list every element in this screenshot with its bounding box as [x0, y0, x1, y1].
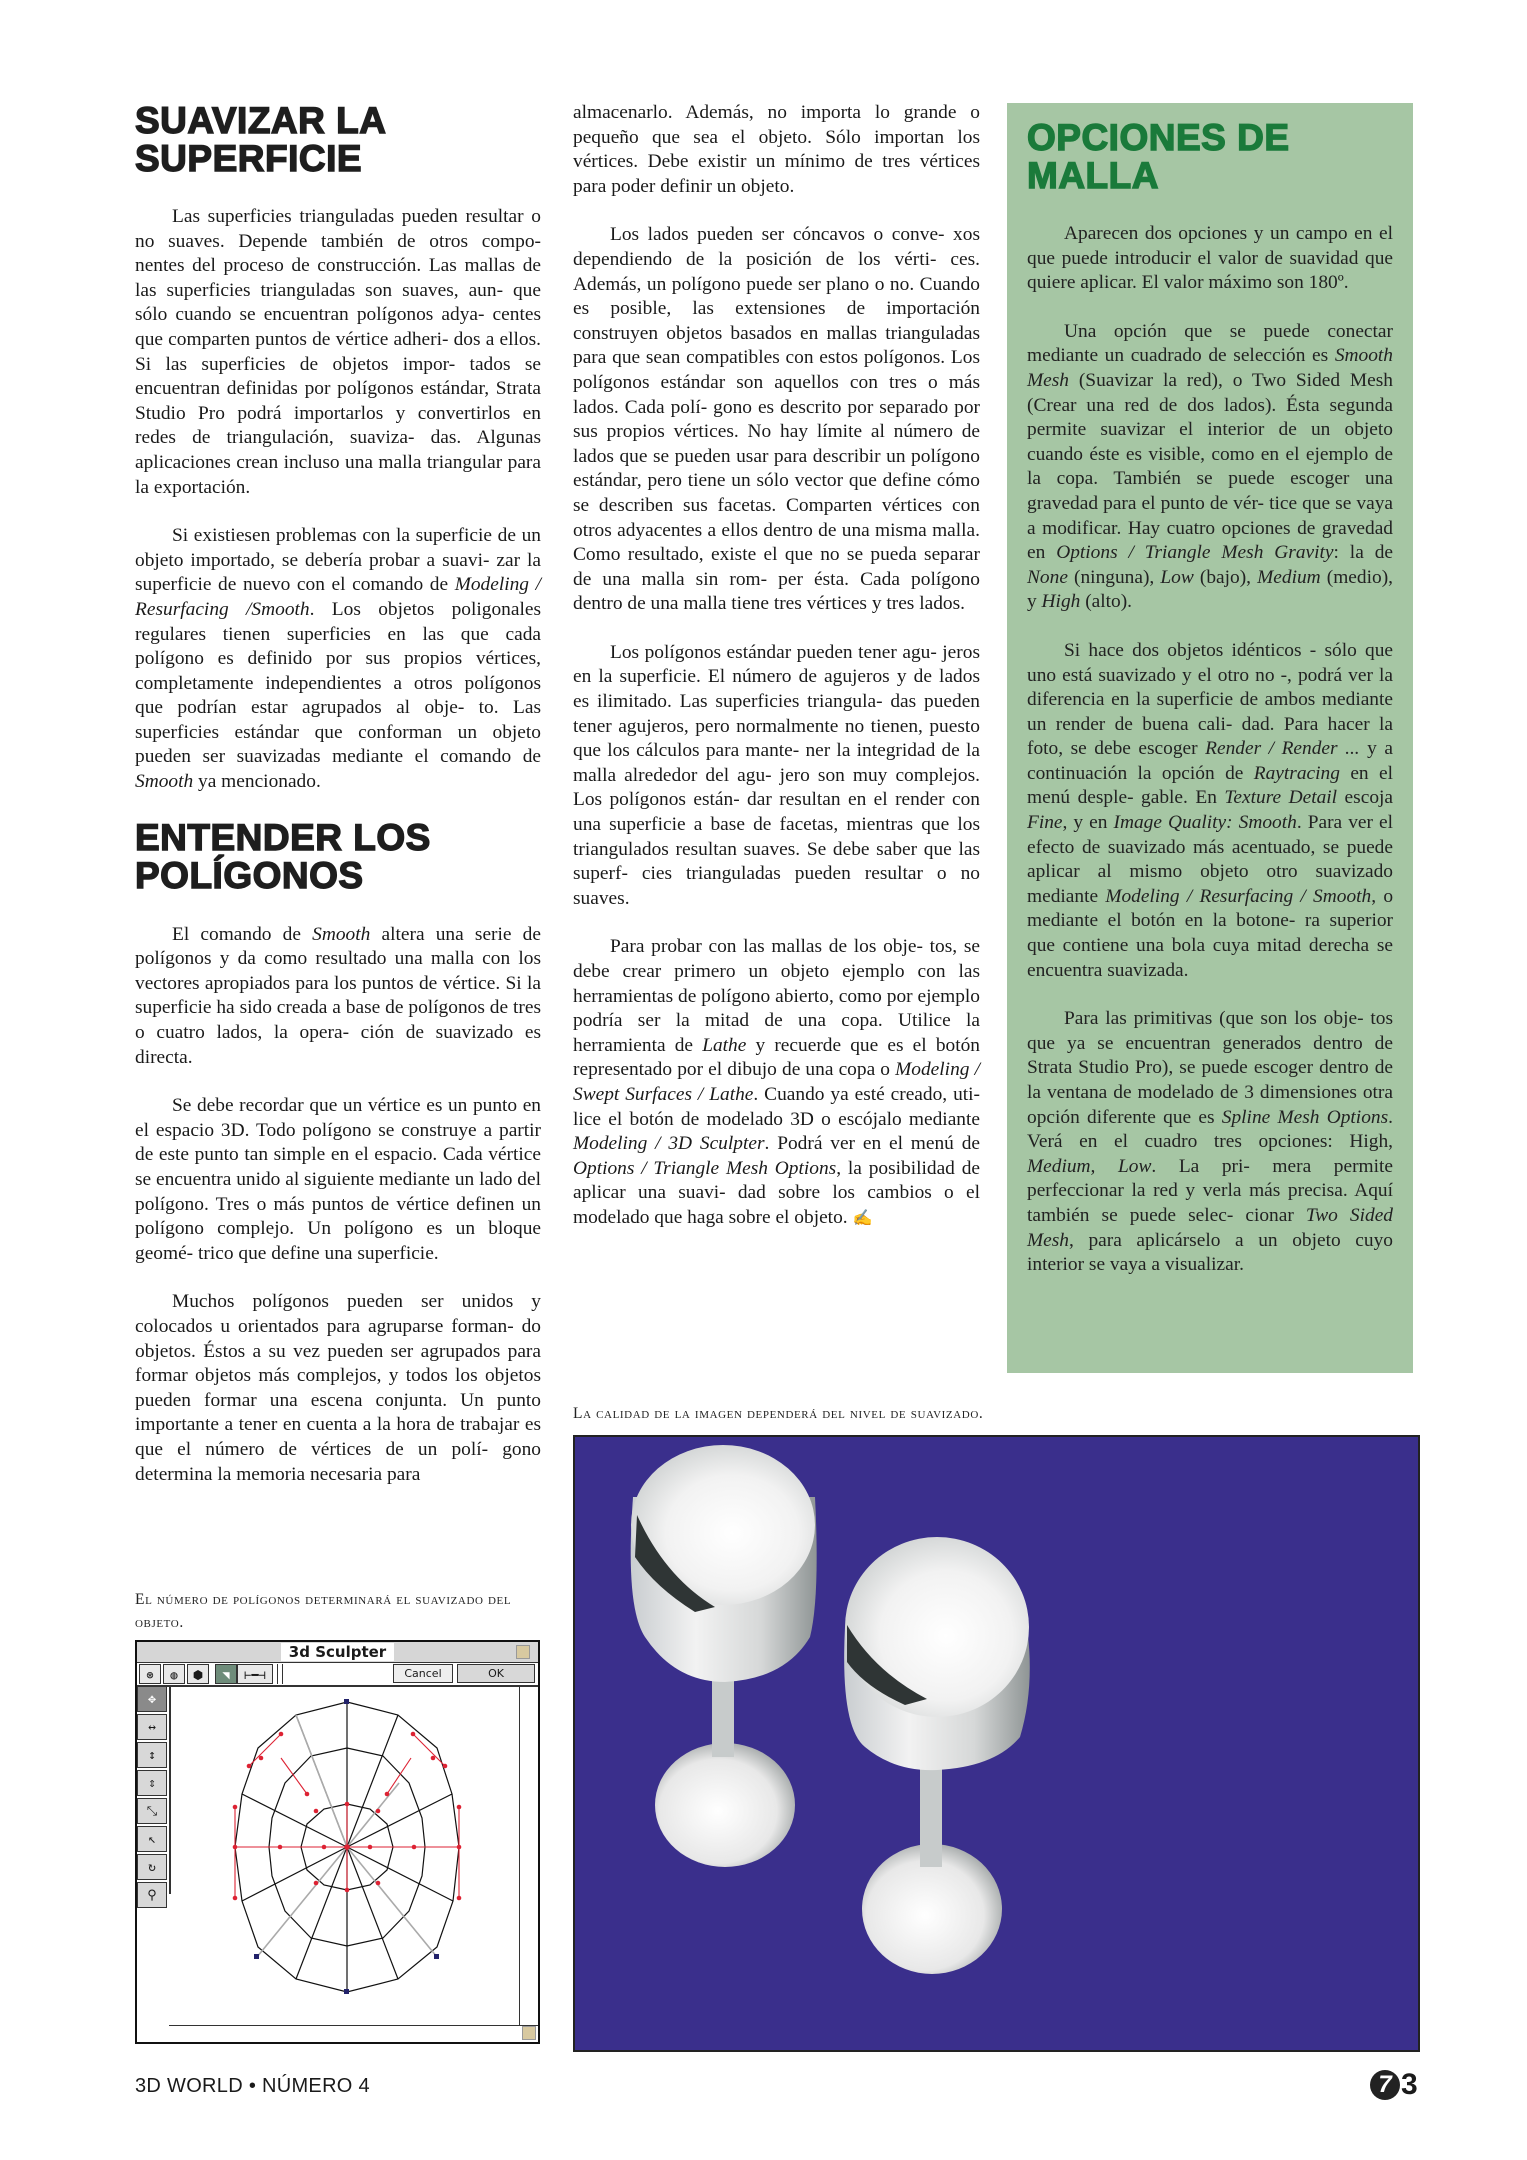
- heading-line: SUPERFICIE: [135, 138, 363, 179]
- page-number-digit: 3: [1401, 2068, 1418, 2101]
- paragraph-text: Muchos polígonos pueden ser unidos y colocados u orientados para agruparse forman- do objetos. Éstos a su vez pueden ser agrupados para formar objetos más complejos, y todos los objetos pueden formar una escena conjunta. Un punto importante a tener en cuenta a la hora de trabajar es que el número de vértices de un polí- gono determina la memoria necesaria para: [135, 1291, 541, 1485]
- option-name: Medium, Low: [1027, 1155, 1152, 1177]
- paragraph: [1027, 320, 1393, 615]
- vertical-compress-icon[interactable]: ⇕: [137, 1770, 167, 1796]
- menu-path: Modeling / Resurfacing /Smooth: [135, 574, 541, 620]
- option-name: Raytracing: [1253, 762, 1340, 784]
- text: escoja: [1337, 787, 1394, 809]
- wine-glasses-illustration: [575, 1437, 1420, 2052]
- option-name: Spline Mesh Options: [1221, 1106, 1389, 1128]
- paragraph: [135, 1290, 541, 1487]
- middle-column: [573, 101, 980, 1232]
- menu-path: Modeling / Swept Surfaces / Lathe: [573, 1059, 980, 1105]
- text: y a continuación la opción de: [1027, 738, 1394, 784]
- text: . Los objetos poligonales regulares tienen superficies en las que cada polígono es definido por sus propios vértices, completamente independientes a otros polígonos que podrían estar agrupados al obje- to. Las superficies estándar que conforman un objeto pueden ser suavizadas mediante el comando de: [135, 598, 541, 768]
- text: : la de: [1333, 542, 1393, 564]
- paragraph-text: Los polígonos estándar pueden tener agu- jeros en la superficie. El número de agujeros y de lados es ilimitado. Las superficies triangula- das pueden tener agujeros, pero normalmente no tienen, puesto que los cálculos para mante- ner la integridad de la malla alrededor del agu- jero son muy complejos. Los polígonos están- dar resultan en el render con una superficie a base de facetas, mientras que los triangulados resultan suaves. Se debe saber que las superf- cies trianguladas pueden resultar o no suaves.: [573, 641, 980, 909]
- text: (bajo),: [1193, 566, 1258, 588]
- smoothed-glass: [844, 1537, 1030, 1974]
- heading-line: SUAVIZAR LA: [135, 100, 387, 141]
- heading-entender-poligonos: [135, 816, 541, 896]
- option-name: Medium: [1257, 566, 1321, 588]
- option-name: High: [1041, 591, 1081, 613]
- paragraph: [135, 205, 541, 500]
- zoom-box-icon[interactable]: [516, 1645, 530, 1659]
- sculpter-left-tools: [137, 1686, 171, 1903]
- text: Si hace dos objetos idénticos - sólo que uno está suavizado y el otro no -, podrá ver la diferencia en la superficie de ambos mediante un render de buena cali- dad. Para hacer la foto, se debe escoger: [1027, 639, 1393, 760]
- paragraph: [135, 1094, 541, 1266]
- paragraph: [573, 641, 980, 912]
- window-title: 3d Sculpter: [281, 1643, 394, 1661]
- pointer-icon[interactable]: ↖: [137, 1826, 167, 1852]
- zoom-icon[interactable]: ⚲: [137, 1882, 167, 1908]
- faceted-glass: [631, 1445, 817, 1867]
- text: (medio), y: [1027, 566, 1393, 613]
- sidebar-heading: [1027, 119, 1393, 195]
- option-name: Two Sided Mesh: [1027, 1204, 1394, 1251]
- wireframe-sphere-icon[interactable]: ⊛: [139, 1664, 161, 1684]
- polygon-mesh-canvas[interactable]: [171, 1686, 521, 2026]
- paragraph-text: Los lados pueden ser cóncavos o conve- xos dependiendo de la posición de los vérti- ces. Además, un polígono puede ser plano o no. Cuando es posible, las extensiones de importación construyen objetos basados en mallas trianguladas para que sean compatibles con estos polígonos. Los polígonos estándar son aquellos con tres o más lados. Cada polí- gono es descrito por separado por sus propios vértices. No hay límite al número de lados que se pueden usar para describir un polígono estándar, pero tiene un sólo vector que define cómo se describen sus facetas. Comparten vértices con otros adyacentes a ellos dentro de una misma malla. Como resultado, existe el que no se pueda separar de una malla sin rom- per ésta. Cada polígono dentro de una malla tiene tres vértices y tres lados.: [573, 224, 980, 615]
- option-name: Image Quality: Smooth: [1113, 812, 1297, 834]
- paragraph-text: almacenarlo. Además, no importa lo grande o pequeño que sea el objeto. Sólo importan los vértices. Debe existir un mínimo de tres vértices para poder definir un objeto.: [573, 102, 980, 197]
- option-name: Low: [1160, 566, 1194, 588]
- paragraph: [573, 223, 980, 617]
- paragraph: [1027, 222, 1393, 296]
- move-icon[interactable]: ✥: [137, 1686, 167, 1712]
- heading-line: OPCIONES DE: [1027, 117, 1290, 158]
- paragraph: [135, 524, 541, 795]
- text: en el menú desple- gable. En: [1027, 762, 1393, 809]
- shaded-sphere-icon[interactable]: ◍: [163, 1664, 185, 1684]
- heading-suavizar-superficie: [135, 102, 541, 178]
- heading-line: ENTENDER LOS: [135, 816, 431, 858]
- text: Una opción que se puede conectar mediante un cuadrado de selección es: [1027, 320, 1393, 367]
- paragraph: [1027, 639, 1393, 983]
- page-number: [1370, 2068, 1418, 2102]
- heading-line: MALLA: [1027, 155, 1159, 196]
- horizontal-scale-icon[interactable]: ↔: [137, 1714, 167, 1740]
- lathe-cup-icon[interactable]: ◥: [215, 1664, 237, 1684]
- paragraph-text: Se debe recordar que un vértice es un punto en el espacio 3D. Todo polígono se construye a partir de este punto tan simple en el espacio. Cada vértice se encuentra unido al siguiente mediante un lado del polígono. Tres o más puntos de vértice definen un polígono complejo. Un polígono es un bloque geomé- trico que define una superficie.: [135, 1095, 541, 1264]
- text: . Podrá ver en el menú de: [764, 1133, 980, 1155]
- page-number-circle: 7: [1370, 2070, 1400, 2100]
- menu-path: Options / Triangle Mesh Gravity: [1056, 542, 1334, 564]
- text: y recuerde que es el botón representado por el dibujo de una copa o: [573, 1034, 980, 1081]
- publication-footer: 3D WORLD • NÚMERO 4: [135, 2075, 370, 2097]
- horizontal-scrollbar[interactable]: [169, 2025, 538, 2042]
- cancel-button[interactable]: Cancel: [393, 1664, 453, 1683]
- text: . Verá en el cuadro tres opciones: High,: [1027, 1106, 1393, 1153]
- option-name: Fine: [1027, 812, 1063, 834]
- paragraph-text: Las superficies trianguladas pueden resultar o no suaves. Depende también de otros compo- nentes del proceso de construcción. Las mallas de las superficies trianguladas son suaves, aun- que sólo cuando se encuentran polígonos adya- centes que comparten puntos de vértice adheri- dos a ellos. Si las superficies de objetos impor- tados se encuentran definidas por polígonos estándar, Strata Studio Pro podrá importarlos y convertirlos en redes de triangulación, suaviza- das. Algunas aplicaciones crean incluso una malla triangular para la exportación.: [135, 206, 541, 498]
- tool-name: Lathe: [702, 1034, 747, 1056]
- figure-caption-sculpter: El número de polígonos determinará el suavizado del objeto.: [135, 1591, 512, 1631]
- sidebar-box-opciones-malla: [1007, 103, 1413, 1373]
- toolbar-divider: [277, 1664, 283, 1684]
- text: (Suavizar la red), o Two Sided Mesh (Crear una red de dos lados). Ésta segunda permite suavizar el interior de un objeto cuando éste es visible, como en el ejemplo de la copa. También se puede escoger una gravedad para el punto de vér- tice que se vaya a modificar. Hay cuatro opciones de gravedad en: [1027, 369, 1393, 564]
- command-name: Smooth: [135, 771, 194, 793]
- paragraph: [1027, 1007, 1393, 1278]
- grow-box-icon[interactable]: [522, 2026, 536, 2040]
- render-image-wine-glasses: [573, 1435, 1420, 2052]
- option-name: Smooth Mesh: [1027, 345, 1393, 391]
- heading-line: POLÍGONOS: [135, 854, 364, 896]
- menu-path: Modeling / 3D Sculpter: [573, 1133, 765, 1155]
- text: El comando de: [172, 923, 313, 945]
- text: . Cuando ya esté creado, uti- lice el botón de modelado 3D o escójalo mediante: [573, 1083, 980, 1130]
- vertical-scale-icon[interactable]: ↕: [137, 1742, 167, 1768]
- menu-path: Render / Render ...: [1205, 738, 1360, 760]
- text: . La pri- mera permite perfeccionar la red y verla más precisa. Aquí también se puede selec- cionar: [1027, 1155, 1393, 1226]
- sculpter-toolbar: [137, 1663, 538, 1687]
- paragraph: [573, 935, 980, 1231]
- paragraph: [573, 101, 980, 199]
- paragraph: [135, 923, 541, 1071]
- window-title-bar[interactable]: [137, 1642, 538, 1663]
- pinch-icon[interactable]: ⤡: [137, 1798, 167, 1824]
- text: (ninguna),: [1067, 566, 1161, 588]
- menu-path: Modeling / Resurfacing / Smooth: [1105, 885, 1372, 907]
- measure-bar-icon[interactable]: ⊢━⊣: [237, 1664, 273, 1684]
- vertical-scrollbar[interactable]: [519, 1686, 538, 2026]
- text: Si existiesen problemas con la superficie de un objeto importado, se debería probar a suavi- zar la superficie de nuevo con el comando de: [135, 525, 541, 596]
- end-mark-icon: ✍: [852, 1209, 873, 1227]
- menu-path: Options / Triangle Mesh Options: [573, 1157, 837, 1179]
- paragraph-text: Aparecen dos opciones y un campo en el que puede introducir el valor de suavidad que quiere aplicar. El valor máximo son 180º.: [1027, 223, 1393, 294]
- text: . Para ver el efecto de suavizado más acentuado, se puede aplicar al mismo objeto otro suavizado mediante: [1027, 812, 1393, 907]
- ok-button[interactable]: OK: [457, 1664, 535, 1683]
- cube-icon[interactable]: ⬢: [187, 1664, 209, 1684]
- option-name: Texture Detail: [1224, 787, 1338, 809]
- text: ya mencionado.: [193, 771, 321, 793]
- text: , la posibilidad de aplicar una suavi- dad sobre los cambios o el modelado que haga sobre el objeto.: [573, 1157, 980, 1228]
- text: , y en: [1062, 812, 1114, 834]
- sculpter-window: [135, 1640, 540, 2044]
- text: Para las primitivas (que son los obje- tos que ya se encuentran generados dentro de Strata Studio Pro), se puede escoger dentro de la ventana de modelado de 3 dimensiones otra opción diferente que es: [1027, 1008, 1393, 1128]
- text: (alto).: [1080, 591, 1133, 613]
- left-column: [135, 102, 541, 1487]
- rotate-icon[interactable]: ↻: [137, 1854, 167, 1880]
- figure-caption-render: La calidad de la imagen dependerá del nivel de suavizado.: [573, 1405, 984, 1422]
- text: , para aplicárselo a un objeto cuyo interior se vaya a visualizar.: [1027, 1229, 1393, 1276]
- command-name: Smooth: [312, 923, 371, 945]
- text: , o mediante el botón en la botone- ra superior que contiene una bola cuya mitad derecha se encuentra suavizada.: [1027, 885, 1394, 981]
- option-name: None: [1027, 566, 1068, 588]
- text: altera una serie de polígonos y da como resultado una malla con los vectores apropiados para los puntos de vértice. Si la superficie ha sido creada a base de polígonos de tres o cuatro lados, la opera- ción de suavizado es directa.: [135, 923, 541, 1068]
- text: Para probar con las mallas de los obje- tos, se debe crear primero un objeto ejemplo con las herramientas de polígono abierto, como por ejemplo podría ser la mitad de una copa. Utilice la herramienta de: [573, 936, 980, 1056]
